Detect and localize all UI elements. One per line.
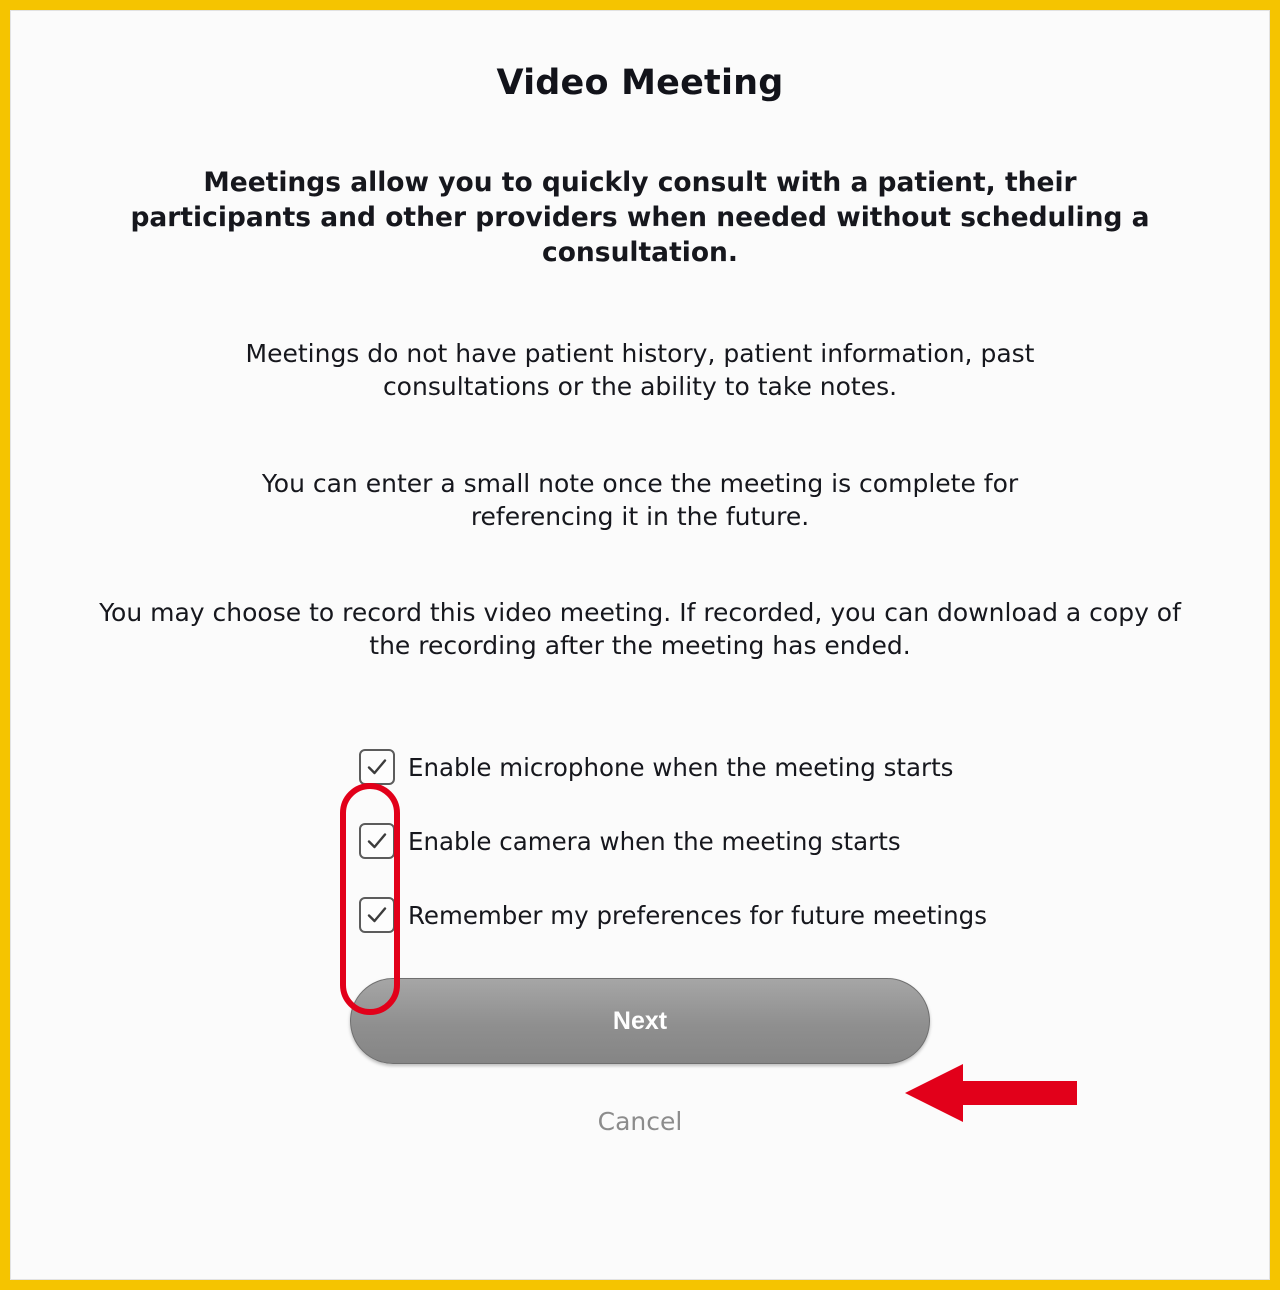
cancel-button-container [11, 1106, 1269, 1137]
recording-paragraph: You may choose to record this video meeting. If recorded, you can download a copy of the recording after the meeting has ended. [99, 597, 1181, 660]
option-label: Enable camera when the meeting starts [408, 826, 901, 856]
checkbox-checked-icon[interactable] [359, 897, 395, 933]
video-meeting-dialog [10, 10, 1270, 1280]
checkbox-checked-icon[interactable] [359, 823, 395, 859]
option-enable-microphone[interactable] [359, 740, 1269, 794]
cancel-button[interactable]: Cancel [592, 1106, 689, 1137]
intro-paragraph: Meetings allow you to quickly consult with a patient, their participants and other providers when needed without scheduling a consultation. [130, 167, 1150, 269]
next-button-container [11, 978, 1269, 1064]
option-label: Remember my preferences for future meetings [408, 900, 987, 930]
limitations-paragraph: Meetings do not have patient history, patient information, past consultations or the ability to take notes. [245, 338, 1035, 401]
next-button[interactable]: Next [350, 978, 930, 1064]
option-enable-camera[interactable] [359, 814, 1269, 868]
notes-paragraph: You can enter a small note once the meeting is complete for referencing it in the future. [261, 469, 1019, 532]
checkbox-checked-icon[interactable] [359, 749, 395, 785]
option-remember-preferences[interactable] [359, 888, 1269, 942]
page-title: Video Meeting [496, 63, 784, 103]
meeting-options [11, 740, 1269, 942]
option-label: Enable microphone when the meeting starts [408, 752, 954, 782]
